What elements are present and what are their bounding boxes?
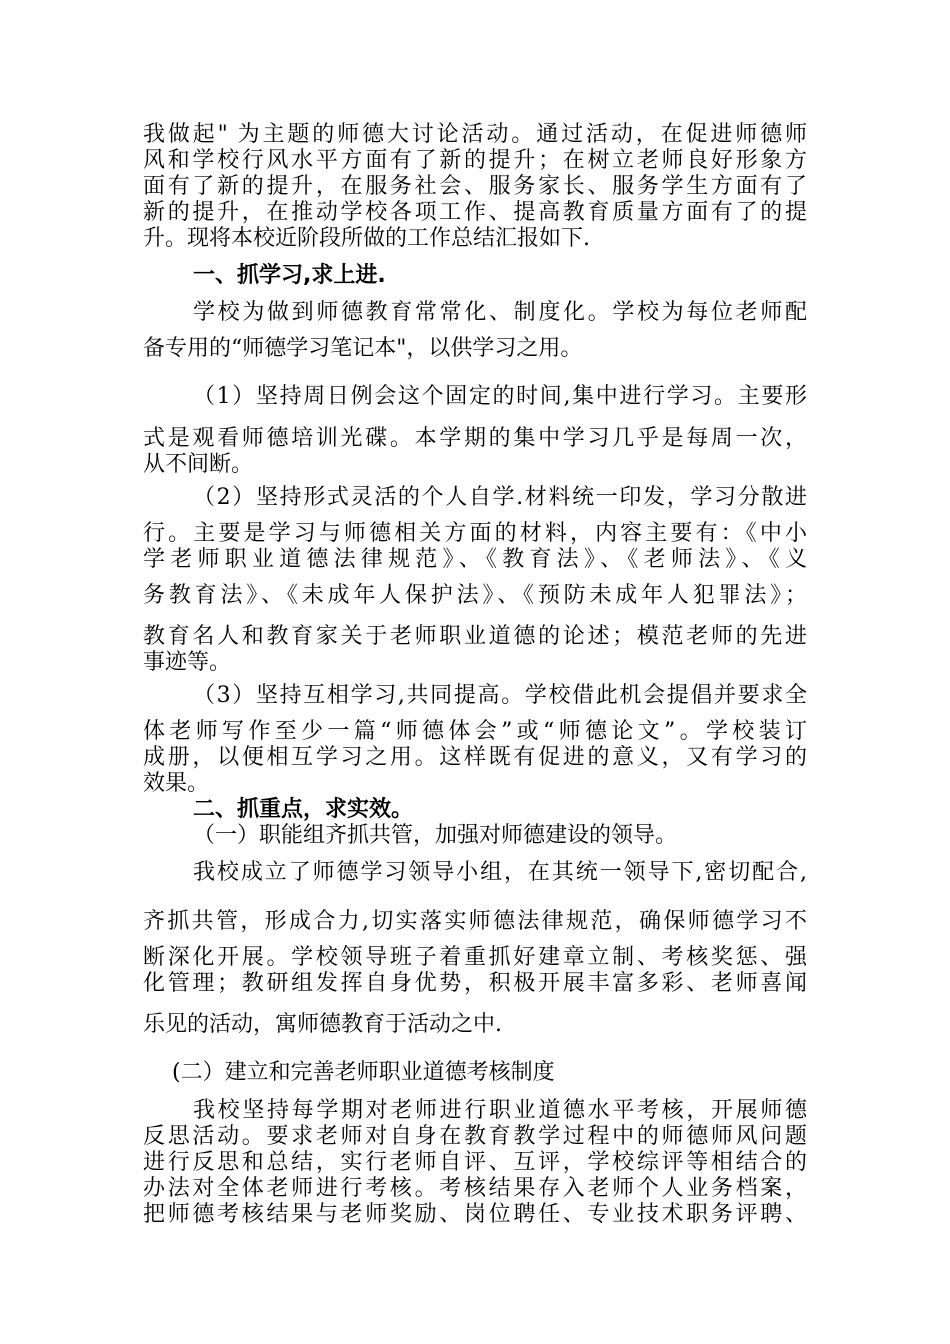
text-line: （3）坚持互相学习,共同提高。学校借此机会提倡并要求全 [193, 683, 807, 708]
text-line: 办法对全体老师进行考核。考核结果存入老师个人业务档案， [143, 1176, 807, 1201]
text-line: 从不间断。 [143, 452, 254, 477]
text-line: 我校成立了师德学习领导小组，在其统一领导下,密切配合, [193, 860, 807, 885]
subsection-heading: （一）职能组齐抓共管，加强对师德建设的领导。 [193, 823, 678, 848]
text-line: 效果。 [143, 771, 210, 796]
text-line: （2）坚持形式灵活的个人自学.材料统一印发，学习分散进 [193, 485, 807, 510]
text-line: 学校为做到师德教育常常化、制度化。学校为每位老师配 [193, 300, 807, 325]
section-heading: 一、抓学习,求上进. [193, 263, 386, 288]
text-line: 乐见的活动，寓师德教育于活动之中. [143, 1012, 502, 1037]
text-line: 齐抓共管，形成合力,切实落实师德法律规范，确保师德学习不 [143, 909, 807, 934]
text-line: 反思活动。要求老师对自身在教育教学过程中的师德师风问题 [143, 1124, 807, 1149]
text-line: 风和学校行风水平方面有了新的提升；在树立老师良好形象方 [143, 148, 807, 173]
text-line: 把师德考核结果与老师奖励、岗位聘任、专业技术职务评聘、 [143, 1202, 807, 1227]
text-line: 新的提升，在推动学校各项工作、提高教育质量方面有了的提 [143, 200, 807, 225]
text-line: 式是观看师德培训光碟。本学期的集中学习几乎是每周一次， [143, 426, 807, 451]
text-line: 我做起" 为主题的师德大讨论活动。通过活动，在促进师德师 [143, 122, 807, 147]
section-heading: 二、抓重点，求实效。 [193, 797, 414, 822]
text-line: 化管理；教研组发挥自身优势，积极开展丰富多彩、老师喜闻 [143, 971, 807, 996]
text-line: 务教育法》、《未成年人保护法》、《预防未成年人犯罪法》； [143, 583, 807, 608]
text-line: 我校坚持每学期对老师进行职业道德水平考核，开展师德 [193, 1098, 807, 1123]
text-line: 升。现将本校近阶段所做的工作总结汇报如下. [143, 226, 590, 251]
text-line: （1）坚持周日例会这个固定的时间,集中进行学习。主要形 [193, 384, 807, 409]
text-line: 事迹等。 [143, 650, 232, 675]
text-line: 成册，以便相互学习之用。这样既有促进的意义，又有学习的 [143, 745, 807, 770]
text-line: 教育名人和教育家关于老师职业道德的论述；模范老师的先进 [143, 624, 807, 649]
text-line: 进行反思和总结，实行老师自评、互评，学校综评等相结合的 [143, 1150, 807, 1175]
text-line: 断深化开展。学校领导班子着重抓好建章立制、考核奖惩、强 [143, 945, 807, 970]
text-line: 行。主要是学习与师德相关方面的材料，内容主要有：《中小 [143, 521, 807, 546]
text-line: 学老师职业道德法律规范》、《教育法》、《老师法》、《义 [143, 547, 807, 572]
text-line: 体老师写作至少一篇“师德体会”或“师德论文”。学校装订 [143, 719, 807, 744]
text-line: 备专用的“师德学习笔记本"，以供学习之用。 [143, 336, 583, 361]
subsection-heading: (二）建立和完善老师职业道德考核制度 [172, 1060, 555, 1085]
text-line: 面有了新的提升，在服务社会、服务家长、服务学生方面有了 [143, 174, 807, 199]
